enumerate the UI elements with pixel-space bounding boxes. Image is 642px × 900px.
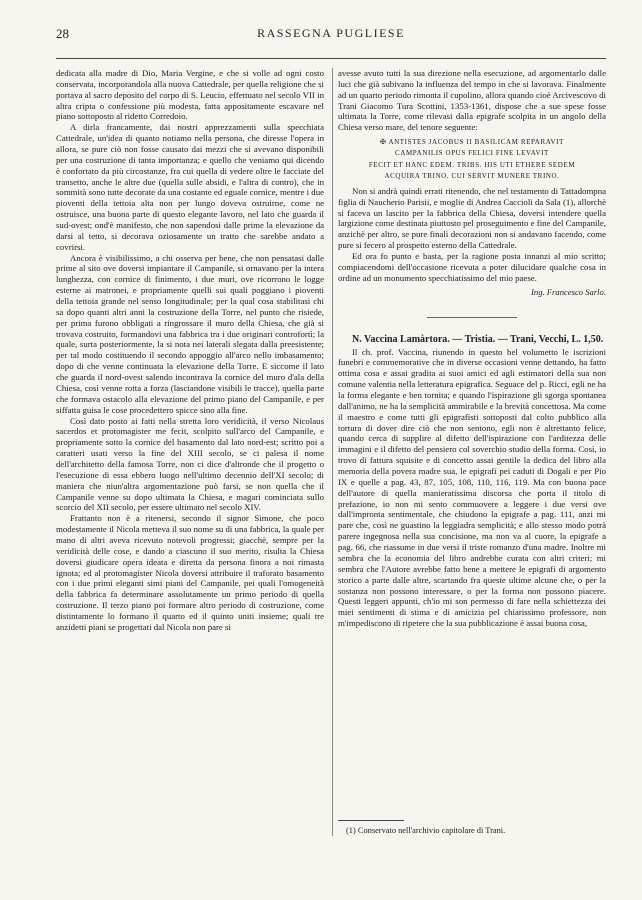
right-column (338, 68, 606, 629)
review-heading (338, 334, 606, 346)
inscription-line: ✠ ANTISTES JACOBUS II BASILICAM REPARAVIT (380, 138, 564, 147)
paragraph: Così dato posto ai fatti nella stretta loro veridicità, il verso Nicolaus sacerdos et protomagister me fecit, scolpito sull'arco del Campanile, e propriamente sotto la cornice del basamento dal lato nord-est; scritto poi a caratteri usati verso la fine del XIII secolo, se ci palesa il nome dell'architetto della famosa Torre, non ci dice d'altronde che il progetto o l'esecuzione di essa ebbero luogo nell'ultimo decennio dell'XI secolo; di maniera che niun'altra argomentazione può farsi, se non quella che il Campanile venne su dopo ultimata la Chiesa, e magari cominciata sullo scorcio del XII secolo, per essere ultimato nel secolo XIV. (56, 415, 324, 513)
inscription-line: ACQUIRA TRINO. CUI SERVIT MUNERE TRINO. (384, 171, 560, 180)
journal-title: RASSEGNA PUGLIESE (257, 26, 405, 40)
header-rule (56, 58, 606, 59)
footnote: (1) Conservato nell'archivio capitolare di Trani. (346, 826, 506, 835)
inscription-line: CAMPANILIS OPUS FELICI FINE LEVAVIT (395, 149, 549, 158)
paragraph: Ed ora fo punto e basta, per la ragione posta innanzi al mio scritto; compiacendomi dell'occasione ricevuta a poter dilucidare qualche cosa in ordine ad un monumento specchiatissimo del mio paese. (338, 251, 606, 283)
paragraph: avesse avuto tutti la sua direzione nella esecuzione, ad argomentarlo dalle luci che già subivano la influenza del tempo in che si lavorava. Finalmente ad un quarto periodo rimonta il cupolino, allora quando cioè Arcivescovo di Trani Giacomo Tura Scottini, 1353-1361, dispose che a sue spese fosse ultimata la Torre, come rilevasi dalla epigrafe scolpita in un angolo della Chiesa verso mare, del tenore seguente: (338, 68, 606, 133)
left-column (56, 68, 324, 633)
paragraph: Ancora è visibilissimo, a chi osserva per bene, che non pensatasi dalle prime al sito ove doversi impiantare il Campanile, si ornavano per la intera lunghezza, con cornice di finimento, i due muri, ove ricorrono le logge esterne ai matronei, e propriamente quelli sui quali poggiano i pioventi della tettoia grande nel senso longitudinale; per la qual cosa stabilitasi chi sa dopo quanti altri anni la costruzione della Torre, nel punto che risiede, per prima furono obbligati a ringrossare il muro della Chiesa, che già si trovava costruito, formandovi una fabbrica tra i due originari controfortì; la quale, surta posteriormente, la si nota nei laterali slegata dalla preesistente; per tal modo costituendo il secondo appoggio all'arco nello imbasamento; dopo di che venne continuata la elevazione della Torre. E siccome il lato che guarda il nord-ovest salendo incontrava la cornice del muro d'ala della Chiesa, così venne rotta a forza (lasciandone visibili le tracce), quella parte che formava ostacolo alla elevazione del primo piano del Campanile, e per siffatta guisa le cose procedettero spicce sino alla fine. (56, 252, 324, 415)
paragraph: dedicata alla madre di Dio, Maria Vergine, e che si volle ad ogni costo conservata, incorporandola alla nuova Cattedrale, per quella religione che si portava al sacro deposito del corpo di S. Leucio, effettuato nel secolo VII in altra cripta o confessione più modesta, fatta appositamente escavare nel piano sottoposto al ridetto Corredoio. (56, 68, 324, 122)
inscription-line: FECIT ET HANC EDEM. TRIBS. HIS UTI ETHERE SEDEM (368, 160, 576, 169)
paragraph: A dirla francamente, dai nostri apprezzamenti sulla specchiata Cattedrale, un'idea di quanto notiamo nella persona, che diresse l'opera in allora, se pure ciò non fosse causato dai mezzi che si avevano disponibili per una costruzione di tanta importanza; e quello che veniamo qui dicendo è confortato da più circostanze, fra cui quella di vedere oltre le facciate del transetto, anche le altre due (quella sulle absidi, e l'altra di contro), che in sommità sono tutte decorate da una costante ed eguale cornice, mentre i due pioventi della tettoia alta non per lungo doveva ostruirne, come ne ostruisce, una buona parte di questo elegante lavoro, nel lato che guarda il sud-ovest; ond'è manifesto, che non sapendosi dalle prime la elevazione da darsi al tetto, si decorava oziosamente un tratto che sarebbe andato a covrirsi. (56, 122, 324, 252)
column-divider (332, 68, 333, 836)
review-paragraph: Il ch. prof. Vaccina, riunendo in questo bel volumetto le iscrizioni funebri e commemorative che in diverse occasioni venne dettando, ha fatto ottima cosa e assai gradita ai suoi amici ed agli estimatori della sua non comune valentia nella letteratura epigrafica. Seguace del p. Ricci, egli ne ha la forma elegante e ben tornita; e quando l'ispirazione gli sgorga spontanea dall'animo, ne ha la semplicità ammirabile e la brevità concettosa. Ma come il maestro e come tutti gli epigrafisti sottoposti dal colto pubblico alla tortura di dover dire ciò che non sentono, egli non è altrettanto felice, quando cerca di supplire al difetto dell'ispirazione con l'arditezza delle immagini e il difetto del pensiero col soverchio studio della forma. Così, io trovo di fattura squisite e di concetto assai gentile la dedica del libro alla memoria della povera madre sua, le epigrafi pei caduti di Dogali e per Pio IX e quelle a pag. 43, 87, 105, 108, 110, 116, 119. Ma con buona pace dell'autore di quella manieratissima discorsa che porta il titolo di prefazione, io non mi sento commuovere a leggere i due versi ove dall'impronta sentimentale, che chiudono la epigrafe a pag. 111, anzi mi pare che, così ne guastino la leggiadra semplicità; e allo stesso modo potrà parere ingegnosa nella sua concisione, ma non va al cuore, la epigrafe a pag. 66, che riassume in due versi il triste romanzo d'una madre. Inoltre mi sembra che la economia del libro andrebbe curata con altri criteri; mi sembra che l'Autore avrebbe fatto bene a mettere le epigrafi di argomento storico a parte dalle altre, scartando fra queste ultime alcune che, o per la sostanza non possono interessare, o per la forma non possono piacere. Questi leggeri appunti, ch'io mi son permesso di fare nella schiettezza dei miei sentimenti di stima e di amicizia pel chiarissimo professore, non m'impediscono di ripetere che la sua pubblicazione è assai buona cosa, (338, 346, 606, 629)
author-signature: Ing. Francesco Sarlo. (531, 286, 606, 297)
section-rule (427, 317, 517, 318)
paragraph: Frattanto non è a ritenersi, secondo il signor Simone, che poco modestamente il Nicola metteva il suo nome su di una fabbrica, la quale per mano di altri aveva ricevuto notevoli progressi; giacchè, sempre per la veridicità delle cose, e dando a ciascuno il suo merito, risulta la Chiesa doversi giudicare opera ideata e diretta da persona finora a noi rimasta ignota; ed al protomagister Nicola doversi attribuire il traforato basamento con i due primi eleganti simi piani del Campanile, pei quali l'omogeneità della fabbrica fa determinare assolutamente un primo periodo di quella costruzione. Il terzo piano poi formare altro periodo di costruzione, come distintamente lo formano il quarto ed il quinto uniti insieme; quali tre anzidetti piani se progettati dal Nicola non pare si (56, 513, 324, 632)
footnote-rule (338, 820, 404, 821)
page-number: 28 (56, 26, 69, 41)
review-title: N. Vaccina Lamàrtora. — Tristia. — Trani, Vecchi, L. 1,50. (352, 334, 604, 346)
page-header (56, 26, 606, 44)
inscription (338, 137, 606, 182)
paragraph: Non si andrà quindi errati ritenendo, che nel testamento di Tattadompna figlia di Naucherio Parisii, e moglie di Andrea Caccioli da Sala (1), allorchè si faceva un lascito per la fabbrica della Chiesa, doversi intendere quella largizione come destinata piuttosto pel proseguimento e fine del Campanile, anzichè per altro, se pure finali decorazioni non si andavano facendo, come pure si fecero al prospetto esterno della Cattedrale. (338, 185, 606, 251)
